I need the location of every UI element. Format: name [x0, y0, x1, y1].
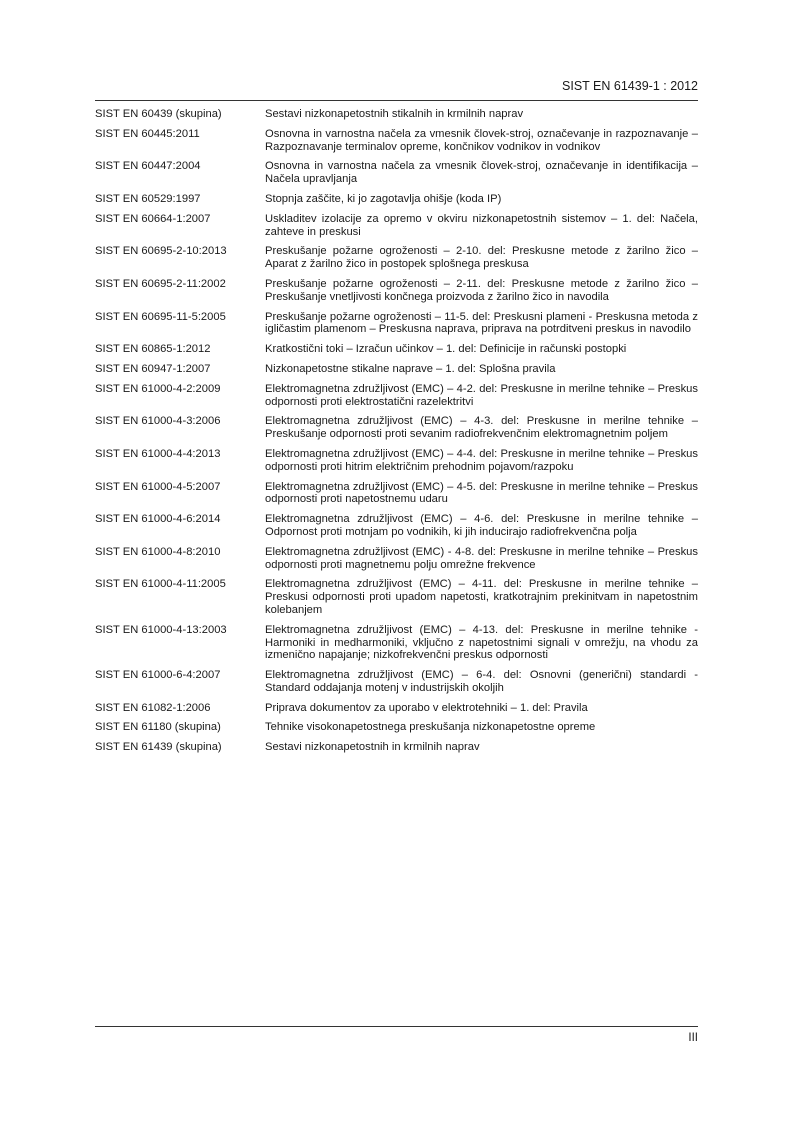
reference-code: SIST EN 60947-1:2007 [95, 362, 211, 375]
reference-row [95, 278, 698, 304]
reference-code: SIST EN 61082-1:2006 [95, 701, 211, 714]
reference-row [95, 128, 698, 154]
reference-title: Sestavi nizkonapetostnih in krmilnih naprav [265, 741, 480, 754]
page-number [95, 1031, 698, 1045]
reference-code: SIST EN 60695-11-5:2005 [95, 310, 226, 323]
reference-row [95, 546, 698, 572]
reference-code: SIST EN 60439 (skupina) [95, 108, 222, 120]
reference-title: Elektromagnetna združljivost (EMC) – 4-4. del: Preskusne in merilne tehnike – Preskus odpornosti proti hitrim električnim prehodnim pojavom/razpoku [265, 447, 698, 473]
reference-row [95, 415, 698, 441]
reference-title: Elektromagnetna združljivost (EMC) – 4-2. del: Preskusne in merilne tehnike – Preskus odpornosti proti elektrostatični razelektritvi [265, 382, 698, 408]
reference-title: Elektromagnetna združljivost (EMC) – 4-3. del: Preskusne in merilne tehnike – Preskušanje odpornosti proti sevanim radiofrekvenčnim elektromagnetnim poljem [265, 415, 698, 441]
reference-code: SIST EN 60695-2-10:2013 [95, 245, 227, 258]
reference-row [95, 245, 698, 271]
reference-title: Kratkostični toki – Izračun učinkov – 1. del: Definicije in računski postopki [265, 343, 627, 356]
reference-code: SIST EN 61000-4-13:2003 [95, 623, 227, 636]
reference-code: SIST EN 61000-4-5:2007 [95, 480, 221, 493]
reference-title: Sestavi nizkonapetostnih stikalnih in krmilnih naprav [265, 108, 524, 120]
reference-row [95, 702, 698, 715]
reference-row [95, 624, 698, 662]
reference-row [95, 343, 698, 356]
reference-code: SIST EN 61000-6-4:2007 [95, 669, 221, 682]
reference-title: Elektromagnetna združljivost (EMC) – 4-6. del: Preskusne in merilne tehnike – Odpornost proti motnjam po vodnikih, ki jih inducirajo radiofrekvenčna polja [265, 513, 698, 538]
normative-references-list [95, 108, 698, 761]
reference-row [95, 213, 698, 239]
page-number-label: III [688, 1032, 698, 1044]
reference-code: SIST EN 61439 (skupina) [95, 741, 222, 754]
reference-code: SIST EN 61000-4-3:2006 [95, 415, 221, 428]
reference-row [95, 311, 698, 337]
reference-code: SIST EN 60865-1:2012 [95, 343, 211, 356]
reference-title: Preskušanje požarne ogroženosti – 11-5. del: Preskusni plameni - Preskusna metoda z igličastim plamenom – Preskusna naprava, priprava na potrditveni preskus in navodilo [265, 310, 698, 336]
reference-code: SIST EN 60664-1:2007 [95, 212, 211, 225]
reference-code: SIST EN 60529:1997 [95, 192, 201, 205]
reference-code: SIST EN 61000-4-11:2005 [95, 578, 226, 591]
reference-row [95, 160, 698, 186]
footer-divider [95, 1026, 698, 1027]
reference-row [95, 721, 698, 734]
running-header [95, 78, 698, 94]
reference-row [95, 448, 698, 474]
reference-code: SIST EN 61000-4-4:2013 [95, 447, 221, 460]
reference-row [95, 669, 698, 695]
reference-title: Osnovna in varnostna načela za vmesnik človek-stroj, označevanje in identifikacija – Načela upravljanja [265, 160, 698, 186]
reference-title: Preskušanje požarne ogroženosti – 2-10. del: Preskusne metode z žarilno žico – Aparat z žarilno žico in postopek splošnega preskusa [265, 245, 698, 271]
reference-title: Elektromagnetna združljivost (EMC) - 4-8. del: Preskusne in merilne tehnike – Preskus odpornosti proti magnetnemu polju omrežne frekvence [265, 545, 698, 571]
reference-title: Osnovna in varnostna načela za vmesnik človek-stroj, označevanje in razpoznavanje – Razpoznavanje terminalov opreme, končnikov vodnikov in vodnikov [265, 127, 698, 153]
reference-code: SIST EN 61000-4-6:2014 [95, 513, 221, 526]
reference-title: Nizkonapetostne stikalne naprave – 1. del: Splošna pravila [265, 362, 556, 375]
reference-code: SIST EN 61180 (skupina) [95, 721, 221, 734]
reference-code: SIST EN 61000-4-8:2010 [95, 545, 221, 558]
reference-title: Uskladitev izolacije za opremo v okviru nizkonapetostnih sistemov – 1. del: Načela, zahteve in preskusi [265, 212, 698, 238]
reference-title: Preskušanje požarne ogroženosti – 2-11. del: Preskusne metode z žarilno žico – Preskušanje vnetljivosti končnega proizvoda z žarilno žico in navodila [265, 277, 698, 303]
reference-title: Elektromagnetna združljivost (EMC) – 4-5. del: Preskusne in merilne tehnike – Preskus odpornosti proti napetostnemu udaru [265, 480, 698, 506]
reference-code: SIST EN 60695-2-11:2002 [95, 277, 226, 290]
reference-row [95, 193, 698, 206]
reference-title: Tehnike visokonapetostnega preskušanja nizkonapetostne opreme [265, 721, 596, 734]
reference-row [95, 363, 698, 376]
reference-row [95, 578, 698, 616]
reference-title: Elektromagnetna združljivost (EMC) – 4-11. del: Preskusne in merilne tehnike – Preskusi odpornosti proti upadom napetosti, kratkotrajnim prekinitvam in napetostnim kolebanjem [265, 578, 698, 616]
standard-id: SIST EN 61439-1 : 2012 [562, 79, 698, 93]
reference-title: Stopnja zaščite, ki jo zagotavlja ohišje (koda IP) [265, 192, 502, 205]
reference-code: SIST EN 61000-4-2:2009 [95, 382, 221, 395]
reference-row [95, 513, 698, 539]
reference-row [95, 481, 698, 507]
reference-row [95, 383, 698, 409]
reference-title: Elektromagnetna združljivost (EMC) – 4-13. del: Preskusne in merilne tehnike - Harmoniki in medharmoniki, vključno z napetostnimi signali v omrežju, na vhodu za izmenično napajanje; nizkofrekvenčni preskus odpornosti [265, 623, 698, 662]
reference-title: Elektromagnetna združljivost (EMC) – 6-4. del: Osnovni (generični) standardi - Standard oddajanja motenj v industrijskih okoljih [265, 669, 698, 694]
reference-row [95, 108, 698, 121]
reference-code: SIST EN 60445:2011 [95, 127, 200, 140]
header-divider [95, 100, 698, 101]
reference-title: Priprava dokumentov za uporabo v elektrotehniki – 1. del: Pravila [265, 701, 588, 714]
reference-code: SIST EN 60447:2004 [95, 160, 201, 173]
reference-row [95, 741, 698, 754]
